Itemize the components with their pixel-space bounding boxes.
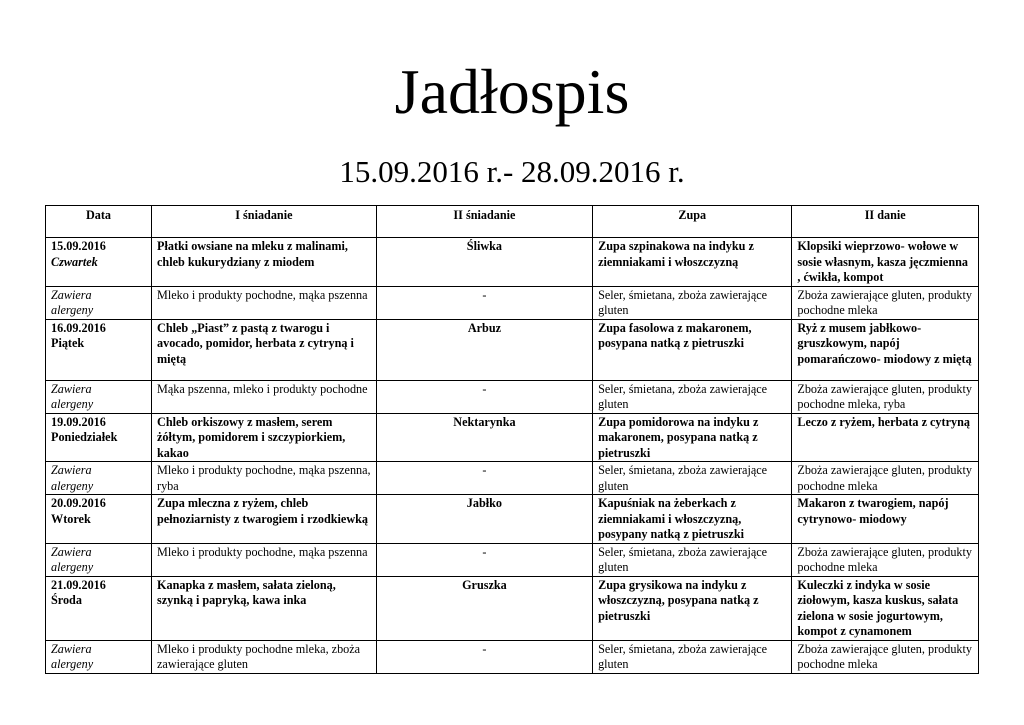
day-weekday: Środa — [51, 593, 82, 607]
soup-cell: Kapuśniak na żeberkach z ziemniakami i włoszczyzną, posypany natką z pietruszki — [593, 495, 792, 544]
header-date: Data — [46, 206, 152, 238]
day-date: 19.09.2016 — [51, 414, 106, 429]
day-weekday: Wtorek — [51, 511, 91, 526]
allergen-main-course: Zboża zawierające gluten, produkty pochodne mleka — [792, 462, 979, 495]
breakfast-1-cell: Kanapka z masłem, sałata zieloną, szynką i papryką, kawa inka — [152, 576, 377, 640]
allergen-soup: Seler, śmietana, zboża zawierające gluten — [593, 380, 792, 413]
header-main-course: II danie — [792, 206, 979, 238]
day-date: 21.09.2016 — [51, 577, 106, 592]
table-row — [46, 413, 979, 462]
allergen-breakfast-1: Mleko i produkty pochodne, mąka pszenna, ryba — [152, 462, 377, 495]
day-date: 16.09.2016 — [51, 320, 106, 335]
allergen-label: Zawiera alergeny — [46, 640, 152, 673]
allergen-main-course: Zboża zawierające gluten, produkty pochodne mleka — [792, 543, 979, 576]
breakfast-2-cell: Śliwka — [376, 238, 592, 287]
allergen-breakfast-1: Mąka pszenna, mleko i produkty pochodne — [152, 380, 377, 413]
allergen-breakfast-2: - — [376, 462, 592, 495]
allergen-breakfast-2: - — [376, 380, 592, 413]
main-course-cell: Leczo z ryżem, herbata z cytryną — [792, 413, 979, 462]
day-date: 15.09.2016 — [51, 239, 106, 253]
allergen-row — [46, 286, 979, 319]
day-cell — [46, 319, 152, 380]
breakfast-1-cell: Płatki owsiane na mleku z malinami, chleb kukurydziany z miodem — [152, 238, 377, 287]
allergen-soup: Seler, śmietana, zboża zawierające gluten — [593, 462, 792, 495]
allergen-breakfast-2: - — [376, 543, 592, 576]
soup-cell: Zupa grysikowa na indyku z włoszczyzną, posypana natką z pietruszki — [593, 576, 792, 640]
menu-table — [45, 205, 979, 674]
breakfast-1-cell: Chleb „Piast” z pastą z twarogu i avocado, pomidor, herbata z cytryną i miętą — [152, 319, 377, 380]
allergen-row — [46, 640, 979, 673]
day-cell — [46, 495, 152, 544]
day-cell — [46, 413, 152, 462]
breakfast-1-cell: Chleb orkiszowy z masłem, serem żółtym, pomidorem i szczypiorkiem, kakao — [152, 413, 377, 462]
header-breakfast-2: II śniadanie — [376, 206, 592, 238]
allergen-main-course: Zboża zawierające gluten, produkty pochodne mleka — [792, 286, 979, 319]
day-cell — [46, 238, 152, 287]
allergen-soup: Seler, śmietana, zboża zawierające gluten — [593, 543, 792, 576]
header-breakfast-1: I śniadanie — [152, 206, 377, 238]
day-weekday: Poniedziałek — [51, 430, 118, 444]
table-row — [46, 238, 979, 287]
breakfast-1-cell: Zupa mleczna z ryżem, chleb pełnoziarnisty z twarogiem i rzodkiewką — [152, 495, 377, 544]
main-course-cell: Klopsiki wieprzowo- wołowe w sosie własnym, kasza jęczmienna , ćwikła, kompot — [792, 238, 979, 287]
soup-cell: Zupa szpinakowa na indyku z ziemniakami i włoszczyzną — [593, 238, 792, 287]
allergen-breakfast-2: - — [376, 286, 592, 319]
main-course-cell: Ryż z musem jabłkowo-gruszkowym, napój pomarańczowo- miodowy z miętą — [792, 319, 979, 380]
allergen-row — [46, 462, 979, 495]
allergen-breakfast-1: Mleko i produkty pochodne mleka, zboża zawierające gluten — [152, 640, 377, 673]
table-row — [46, 319, 979, 380]
allergen-label: Zawiera alergeny — [46, 286, 152, 319]
day-weekday: Piątek — [51, 336, 85, 350]
allergen-breakfast-1: Mleko i produkty pochodne, mąka pszenna — [152, 543, 377, 576]
day-cell — [46, 576, 152, 640]
header-soup: Zupa — [593, 206, 792, 238]
allergen-main-course: Zboża zawierające gluten, produkty pochodne mleka — [792, 640, 979, 673]
table-row — [46, 495, 979, 544]
date-range-subtitle: 15.09.2016 r.- 28.09.2016 r. — [339, 154, 685, 189]
day-weekday: Czwartek — [51, 254, 98, 269]
allergen-breakfast-2: - — [376, 640, 592, 673]
main-course-cell: Kuleczki z indyka w sosie ziołowym, kasza kuskus, sałata zielona w sosie jogurtowym, kompot z cynamonem — [792, 576, 979, 640]
breakfast-2-cell: Arbuz — [376, 319, 592, 380]
allergen-row — [46, 380, 979, 413]
day-date: 20.09.2016 — [51, 496, 106, 510]
header-row — [46, 206, 979, 238]
soup-cell: Zupa fasolowa z makaronem, posypana natką z pietruszki — [593, 319, 792, 380]
breakfast-2-cell: Jabłko — [376, 495, 592, 544]
allergen-soup: Seler, śmietana, zboża zawierające gluten — [593, 640, 792, 673]
soup-cell: Zupa pomidorowa na indyku z makaronem, posypana natką z pietruszki — [593, 413, 792, 462]
allergen-row — [46, 543, 979, 576]
allergen-label: Zawiera alergeny — [46, 380, 152, 413]
breakfast-2-cell: Nektarynka — [376, 413, 592, 462]
main-course-cell: Makaron z twarogiem, napój cytrynowo- miodowy — [792, 495, 979, 544]
breakfast-2-cell: Gruszka — [376, 576, 592, 640]
allergen-label: Zawiera alergeny — [46, 543, 152, 576]
allergen-main-course: Zboża zawierające gluten, produkty pochodne mleka, ryba — [792, 380, 979, 413]
table-row — [46, 576, 979, 640]
allergen-breakfast-1: Mleko i produkty pochodne, mąka pszenna — [152, 286, 377, 319]
allergen-label: Zawiera alergeny — [46, 462, 152, 495]
page-title: Jadłospis — [394, 56, 630, 127]
allergen-soup: Seler, śmietana, zboża zawierające gluten — [593, 286, 792, 319]
